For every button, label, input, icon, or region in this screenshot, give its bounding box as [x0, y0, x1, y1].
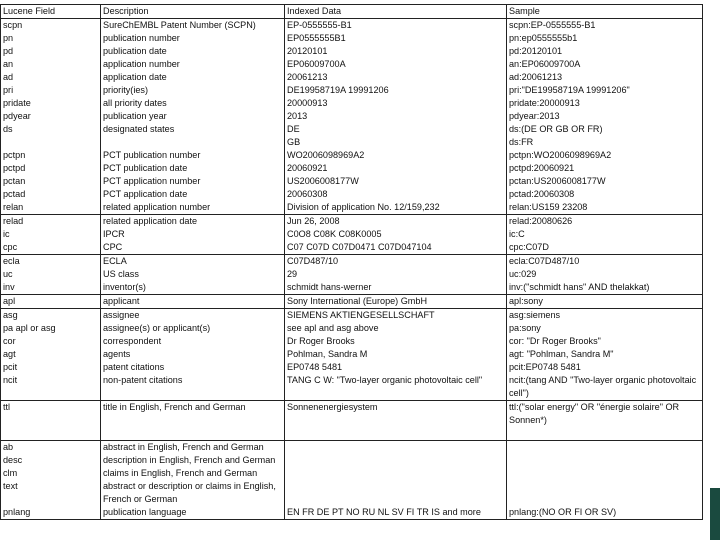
cell-line: ECLA	[103, 256, 127, 266]
header-indexed-data: Indexed Data	[285, 5, 507, 19]
cell-line: 20000913	[287, 98, 328, 108]
cell-line: 20061213	[287, 72, 328, 82]
cell-line: pctan	[3, 176, 26, 186]
cell-line: scpn	[3, 20, 23, 30]
cell-line: claims in English, French and German	[103, 468, 258, 478]
cell-line: EP0748 5481	[287, 362, 343, 372]
indexed-data-cell	[285, 295, 507, 309]
cell-line: GB	[287, 137, 301, 147]
cell-line: pdyear:2013	[509, 111, 560, 121]
description-cell	[101, 309, 285, 401]
cell-line: US2006008177W	[287, 176, 359, 186]
cell-line: scpn:EP-0555555-B1	[509, 20, 596, 30]
cell-line: pctpd:20060921	[509, 163, 575, 173]
indexed-data-cell	[285, 255, 507, 295]
cell-line: Sony International (Europe) GmbH	[287, 296, 428, 306]
cell-line: pridate	[3, 98, 31, 108]
table-header-row	[1, 5, 703, 19]
cell-line: patent citations	[103, 362, 165, 372]
cell-line-spacer	[287, 427, 504, 440]
cell-line: PCT publication date	[103, 163, 188, 173]
cell-line: publication number	[103, 33, 180, 43]
cell-line: EN FR DE PT NO RU NL SV FI TR IS and more	[287, 507, 481, 517]
corner-accent-bar	[710, 488, 720, 540]
cell-line-spacer	[3, 427, 98, 440]
field-name-cell	[1, 215, 101, 255]
table-row	[1, 295, 703, 309]
header-lucene-field: Lucene Field	[1, 5, 101, 19]
cell-line: CPC	[103, 242, 123, 252]
cell-line: apl:sony	[509, 296, 543, 306]
cell-line: asg:siemens	[509, 310, 561, 320]
cell-line: related application date	[103, 216, 198, 226]
cell-line: cpc	[3, 242, 18, 252]
cell-line: description in English, French and German	[103, 455, 276, 465]
cell-line: ds:(DE OR GB OR FR)	[509, 124, 603, 134]
sample-cell	[507, 215, 703, 255]
cell-line: Pohlman, Sandra M	[287, 349, 368, 359]
field-name-cell	[1, 19, 101, 215]
sample-cell	[507, 401, 703, 441]
cell-line: an	[3, 59, 14, 69]
sample-cell	[507, 295, 703, 309]
field-name-cell	[1, 255, 101, 295]
sample-cell	[507, 19, 703, 215]
table-row	[1, 441, 703, 520]
cell-line-spacer	[3, 493, 98, 506]
cell-line: ttl	[3, 402, 11, 412]
cell-line	[509, 454, 700, 467]
cell-line: PCT application date	[103, 189, 188, 199]
cell-line: publication year	[103, 111, 167, 121]
cell-line: non-patent citations	[103, 375, 183, 385]
cell-line: cor: "Dr Roger Brooks"	[509, 336, 601, 346]
field-name-cell	[1, 295, 101, 309]
cell-line	[509, 480, 700, 493]
field-name-cell	[1, 401, 101, 441]
sample-cell	[507, 309, 703, 401]
description-cell	[101, 215, 285, 255]
cell-line	[509, 441, 700, 454]
cell-line	[287, 467, 504, 480]
cell-line: abstract or description or claims in English, French or German	[103, 481, 276, 504]
cell-line: pn	[3, 33, 14, 43]
cell-line: ad:20061213	[509, 72, 563, 82]
cell-line	[287, 480, 504, 493]
cell-line: an:EP06009700A	[509, 59, 581, 69]
description-cell	[101, 295, 285, 309]
cell-line: PCT application number	[103, 176, 201, 186]
cell-line: inv:("schmidt hans" AND thelakkat)	[509, 282, 650, 292]
cell-line: inventor(s)	[103, 282, 146, 292]
cell-line: uc:029	[509, 269, 537, 279]
cell-line-spacer	[509, 493, 700, 506]
cell-line	[287, 441, 504, 454]
cell-line: ab	[3, 442, 14, 452]
cell-line: related application number	[103, 202, 211, 212]
cell-line: uc	[3, 269, 13, 279]
cell-line: pridate:20000913	[509, 98, 580, 108]
cell-line-spacer	[3, 387, 98, 400]
cell-line: clm	[3, 468, 18, 478]
cell-line: 20060308	[287, 189, 328, 199]
cell-line: Sonnenenergiesystem	[287, 402, 378, 412]
cell-line-spacer	[287, 493, 504, 506]
cell-line: relad	[3, 216, 24, 226]
sample-cell	[507, 255, 703, 295]
sample-cell	[507, 441, 703, 520]
cell-line: ad	[3, 72, 14, 82]
cell-line: DE	[287, 124, 300, 134]
cell-line: C07 C07D C07D0471 C07D047104	[287, 242, 432, 252]
cell-line: publication language	[103, 507, 187, 517]
cell-line: relan	[3, 202, 24, 212]
table-row	[1, 309, 703, 401]
cell-line-spacer	[103, 427, 282, 440]
cell-line: ds	[3, 124, 13, 134]
cell-line: DE19958719A 19991206	[287, 85, 389, 95]
cell-line: SureChEMBL Patent Number (SCPN)	[103, 20, 256, 30]
cell-line: priority(ies)	[103, 85, 148, 95]
cell-line: Dr Roger Brooks	[287, 336, 355, 346]
indexed-data-cell	[285, 401, 507, 441]
description-cell	[101, 441, 285, 520]
cell-line: pcit	[3, 362, 18, 372]
cell-line: IPCR	[103, 229, 125, 239]
cell-line: pnlang	[3, 507, 31, 517]
cell-line: publication date	[103, 46, 167, 56]
cell-line: ds:FR	[509, 137, 534, 147]
cell-line: ncit	[3, 375, 18, 385]
header-sample: Sample	[507, 5, 703, 19]
description-cell	[101, 401, 285, 441]
cell-line: text	[3, 481, 18, 491]
cell-line: TANG C W: "Two-layer organic photovoltaic cell"	[287, 375, 483, 385]
cell-line: pctad	[3, 189, 26, 199]
header-description: Description	[101, 5, 285, 19]
cell-line: assignee(s) or applicant(s)	[103, 323, 211, 333]
cell-line: ic:C	[509, 229, 525, 239]
cell-line: cpc:C07D	[509, 242, 549, 252]
cell-line: pri	[3, 85, 14, 95]
cell-line: pnlang:(NO OR FI OR SV)	[509, 507, 617, 517]
cell-line: application number	[103, 59, 180, 69]
cell-line-spacer	[287, 387, 504, 400]
cell-line-spacer	[287, 414, 504, 427]
cell-line: pctan:US2006008177W	[509, 176, 606, 186]
cell-line: pn:ep0555555b1	[509, 33, 578, 43]
cell-line-spacer	[103, 136, 282, 149]
cell-line: agents	[103, 349, 131, 359]
cell-line: apl	[3, 296, 16, 306]
cell-line: see apl and asg above	[287, 323, 379, 333]
cell-line: asg	[3, 310, 18, 320]
cell-line: 20060921	[287, 163, 328, 173]
cell-line: EP06009700A	[287, 59, 346, 69]
cell-line: ic	[3, 229, 10, 239]
cell-line: WO2006098969A2	[287, 150, 365, 160]
cell-line: cor	[3, 336, 16, 346]
cell-line: 29	[287, 269, 298, 279]
indexed-data-cell	[285, 309, 507, 401]
cell-line: EP-0555555-B1	[287, 20, 352, 30]
cell-line: C07D487/10	[287, 256, 339, 266]
field-name-cell	[1, 309, 101, 401]
cell-line: SIEMENS AKTIENGESELLSCHAFT	[287, 310, 435, 320]
cell-line: 2013	[287, 111, 308, 121]
cell-line: inv	[3, 282, 15, 292]
cell-line: relan:US159 23208	[509, 202, 588, 212]
cell-line: pri:"DE19958719A 19991206"	[509, 85, 630, 95]
description-cell	[101, 255, 285, 295]
cell-line: US class	[103, 269, 139, 279]
cell-line: PCT publication number	[103, 150, 201, 160]
cell-line: Jun 26, 2008	[287, 216, 340, 226]
cell-line: ecla	[3, 256, 20, 266]
cell-line: assignee	[103, 310, 140, 320]
table-body	[1, 5, 703, 520]
cell-line: pctpd	[3, 163, 26, 173]
cell-line: correspondent	[103, 336, 162, 346]
table-row	[1, 215, 703, 255]
cell-line: pctad:20060308	[509, 189, 575, 199]
cell-line: pctpn	[3, 150, 26, 160]
indexed-data-cell	[285, 215, 507, 255]
cell-line: all priority dates	[103, 98, 167, 108]
indexed-data-cell	[285, 441, 507, 520]
cell-line	[509, 467, 700, 480]
cell-line: ecla:C07D487/10	[509, 256, 580, 266]
field-reference-table	[0, 4, 703, 520]
cell-line: Division of application No. 12/159,232	[287, 202, 440, 212]
cell-line: desc	[3, 455, 23, 465]
cell-line: agt	[3, 349, 16, 359]
cell-line: designated states	[103, 124, 175, 134]
cell-line: relad:20080626	[509, 216, 573, 226]
cell-line: applicant	[103, 296, 140, 306]
cell-line: title in English, French and German	[103, 402, 246, 412]
cell-line: pctpn:WO2006098969A2	[509, 150, 612, 160]
cell-line: C0O8 C08K C08K0005	[287, 229, 382, 239]
cell-line-spacer	[3, 136, 98, 149]
cell-line: ncit:(tang AND "Two-layer organic photovoltaic cell")	[509, 375, 697, 398]
cell-line: EP0555555B1	[287, 33, 346, 43]
cell-line: pcit:EP0748 5481	[509, 362, 581, 372]
field-name-cell	[1, 441, 101, 520]
cell-line-spacer	[3, 414, 98, 427]
cell-line: pdyear	[3, 111, 31, 121]
cell-line: abstract in English, French and German	[103, 442, 264, 452]
table-row	[1, 255, 703, 295]
cell-line: schmidt hans-werner	[287, 282, 372, 292]
cell-line-spacer	[103, 414, 282, 427]
description-cell	[101, 19, 285, 215]
cell-line: ttl:("solar energy" OR "énergie solaire" OR Sonnen*)	[509, 402, 680, 425]
cell-line: pa apl or asg	[3, 323, 56, 333]
indexed-data-cell	[285, 19, 507, 215]
cell-line: application date	[103, 72, 167, 82]
cell-line: pd	[3, 46, 14, 56]
cell-line: 20120101	[287, 46, 328, 56]
table-row	[1, 19, 703, 215]
cell-line: agt: "Pohlman, Sandra M"	[509, 349, 614, 359]
cell-line	[287, 454, 504, 467]
cell-line: pa:sony	[509, 323, 541, 333]
cell-line: pd:20120101	[509, 46, 563, 56]
cell-line-spacer	[103, 387, 282, 400]
table-row	[1, 401, 703, 441]
